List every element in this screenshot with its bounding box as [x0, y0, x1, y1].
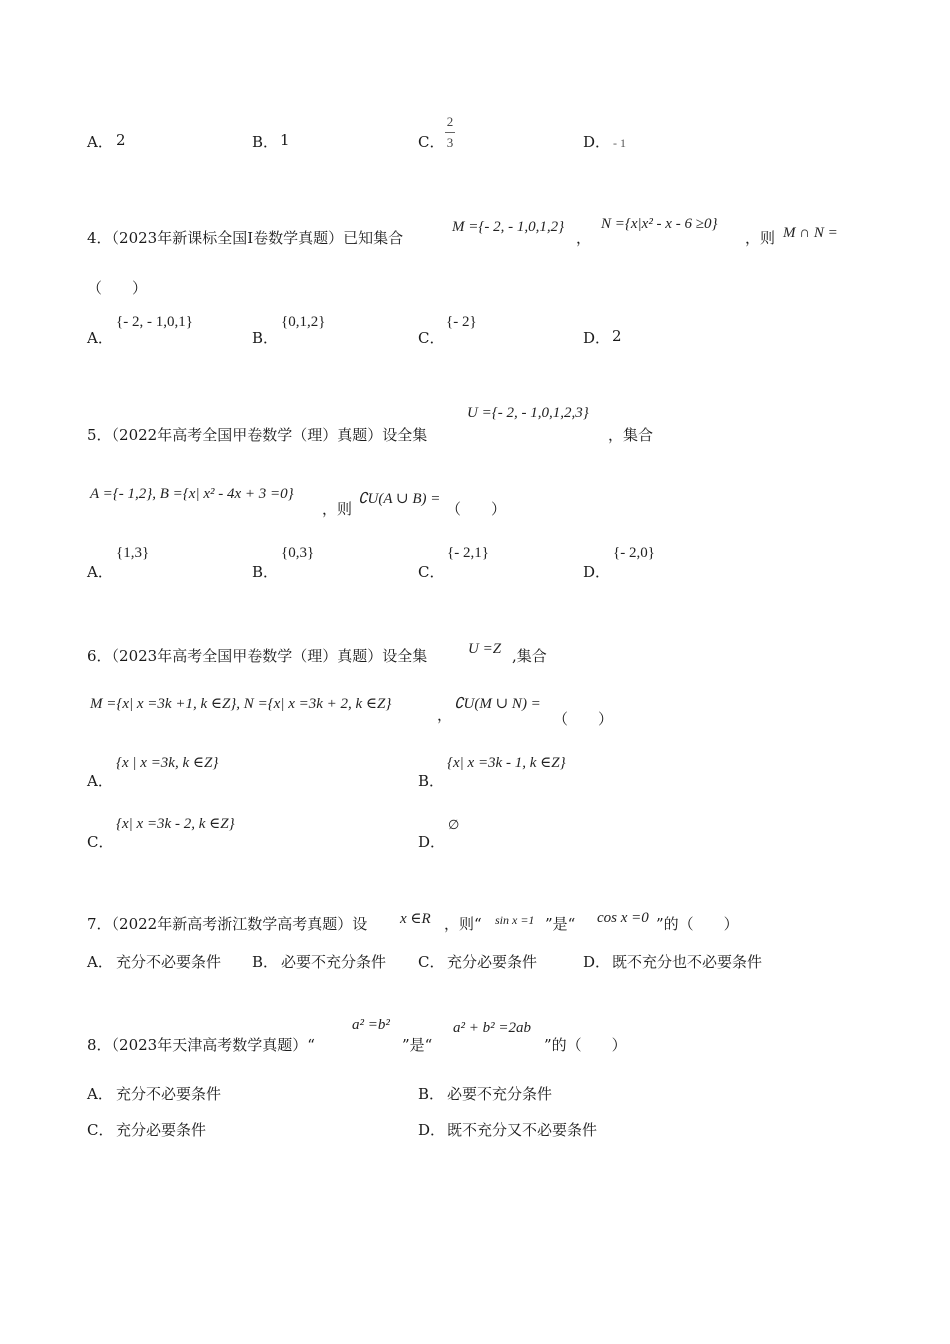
- q4-option-a-value: {- 2, - 1,0,1}: [116, 314, 193, 330]
- q7-option-c-label: C．: [418, 953, 445, 971]
- q8-option-c-label: C．: [87, 1121, 114, 1139]
- q4-suffix: ，则: [745, 229, 776, 247]
- q7-suffix: ”的（ ）: [656, 915, 739, 933]
- q7-mid2: ”是“: [545, 915, 576, 933]
- q5-expression: ∁U(A ∪ B) =: [358, 491, 441, 507]
- q5-universal-set: U ={- 2, - 1,0,1,2,3}: [467, 405, 589, 421]
- q3-option-a-label: A．: [87, 133, 113, 151]
- q4-set-n: N ={x|x² - x - 6 ≥0}: [601, 216, 718, 232]
- q5-option-c-value: {- 2,1}: [447, 545, 489, 561]
- q6-option-c-value: {x| x =3k - 2, k ∈Z}: [116, 816, 235, 832]
- q8-option-a-value: 充分不必要条件: [116, 1085, 222, 1103]
- q5-option-d-value: {- 2,0}: [613, 545, 655, 561]
- q4-option-b-label: B．: [252, 329, 279, 347]
- q3-option-c-fraction: [445, 114, 455, 151]
- q7-condition: x ∈R: [400, 911, 431, 927]
- q8-prefix: 8．（2023年天津高考数学真题）“: [87, 1036, 315, 1054]
- q5-option-a-value: {1,3}: [116, 545, 150, 561]
- q5-sets: A ={- 1,2}, B ={x| x² - 4x + 3 =0}: [90, 486, 294, 502]
- q7-statement-1: sin x =1: [495, 913, 535, 927]
- q4-paren: （ ）: [87, 279, 148, 297]
- q6-option-a-label: A．: [87, 772, 113, 790]
- q5-option-d-label: D．: [583, 563, 611, 581]
- q6-option-c-label: C．: [87, 833, 114, 851]
- q5-suffix: ，集合: [608, 426, 654, 444]
- q6-prefix: 6．（2023年高考全国甲卷数学（理）真题）设全集: [87, 647, 428, 665]
- q5-option-b-value: {0,3}: [281, 545, 315, 561]
- q3-option-d-value: - 1: [613, 136, 626, 150]
- q4-option-b-value: {0,1,2}: [281, 314, 326, 330]
- q8-mid: ”是“: [402, 1036, 433, 1054]
- q6-option-b-value: {x| x =3k - 1, k ∈Z}: [447, 755, 566, 771]
- q7-option-b-value: 必要不充分条件: [281, 953, 387, 971]
- q6-universal-set: U =Z: [468, 641, 502, 657]
- q4-option-c-value: {- 2}: [446, 314, 477, 330]
- q6-option-a-value: {x | x =3k, k ∈Z}: [116, 755, 219, 771]
- q8-suffix: ”的（ ）: [544, 1036, 627, 1054]
- q7-mid1: ，则“: [444, 915, 482, 933]
- q4-option-d-value: 2: [612, 327, 622, 345]
- q7-option-a-value: 充分不必要条件: [116, 953, 222, 971]
- q3-option-a-value: 2: [116, 131, 126, 149]
- q4-option-d-label: D．: [583, 329, 611, 347]
- q3-option-b-label: B．: [252, 133, 279, 151]
- q5-prefix: 5．（2022年高考全国甲卷数学（理）真题）设全集: [87, 426, 428, 444]
- q7-option-c-value: 充分必要条件: [447, 953, 538, 971]
- q3-option-c-label: C．: [418, 133, 445, 151]
- q7-statement-2: cos x =0: [597, 910, 649, 926]
- q4-option-a-label: A．: [87, 329, 113, 347]
- q7-prefix: 7．（2022年新高考浙江数学高考真题）设: [87, 915, 368, 933]
- q5-option-a-label: A．: [87, 563, 113, 581]
- q3-option-d-label: D．: [583, 133, 611, 151]
- q6-option-b-label: B．: [418, 772, 445, 790]
- q6-sets: M ={x| x =3k +1, k ∈Z}, N ={x| x =3k + 2, k ∈Z}: [90, 696, 392, 712]
- fraction-bar: [445, 132, 455, 133]
- q8-option-b-label: B．: [418, 1085, 445, 1103]
- q8-option-b-value: 必要不充分条件: [447, 1085, 553, 1103]
- fraction-numerator: 2: [446, 114, 454, 129]
- fraction-denominator: 3: [446, 135, 454, 150]
- q6-suffix: ,集合: [512, 647, 547, 665]
- q7-option-b-label: B．: [252, 953, 279, 971]
- q4-expression: M ∩ N =: [783, 225, 838, 241]
- q8-option-a-label: A．: [87, 1085, 113, 1103]
- q7-option-d-value: 既不充分也不必要条件: [612, 953, 763, 971]
- q6-option-d-value: ∅: [448, 817, 460, 832]
- q4-prefix: 4．（2023年新课标全国Ⅰ卷数学真题）已知集合: [87, 229, 404, 247]
- q5-paren: （ ）: [446, 500, 507, 518]
- q6-comma: ，: [437, 706, 453, 724]
- q6-expression: ∁U(M ∪ N) =: [454, 696, 541, 712]
- q8-statement-2: a² + b² =2ab: [453, 1020, 531, 1036]
- q8-option-d-label: D．: [418, 1121, 446, 1139]
- q8-option-d-value: 既不充分又不必要条件: [447, 1121, 598, 1139]
- q4-option-c-label: C．: [418, 329, 445, 347]
- q8-option-c-value: 充分必要条件: [116, 1121, 207, 1139]
- q7-option-a-label: A．: [87, 953, 113, 971]
- q4-set-m: M ={- 2, - 1,0,1,2}: [452, 219, 565, 235]
- q4-comma: ，: [576, 229, 592, 247]
- q5-option-c-label: C．: [418, 563, 445, 581]
- q6-option-d-label: D．: [418, 833, 446, 851]
- q5-then: ，则: [322, 500, 353, 518]
- q8-statement-1: a² =b²: [352, 1017, 390, 1033]
- q6-paren: （ ）: [553, 710, 614, 728]
- q3-option-b-value: 1: [280, 131, 290, 149]
- q5-option-b-label: B．: [252, 563, 279, 581]
- q7-option-d-label: D．: [583, 953, 611, 971]
